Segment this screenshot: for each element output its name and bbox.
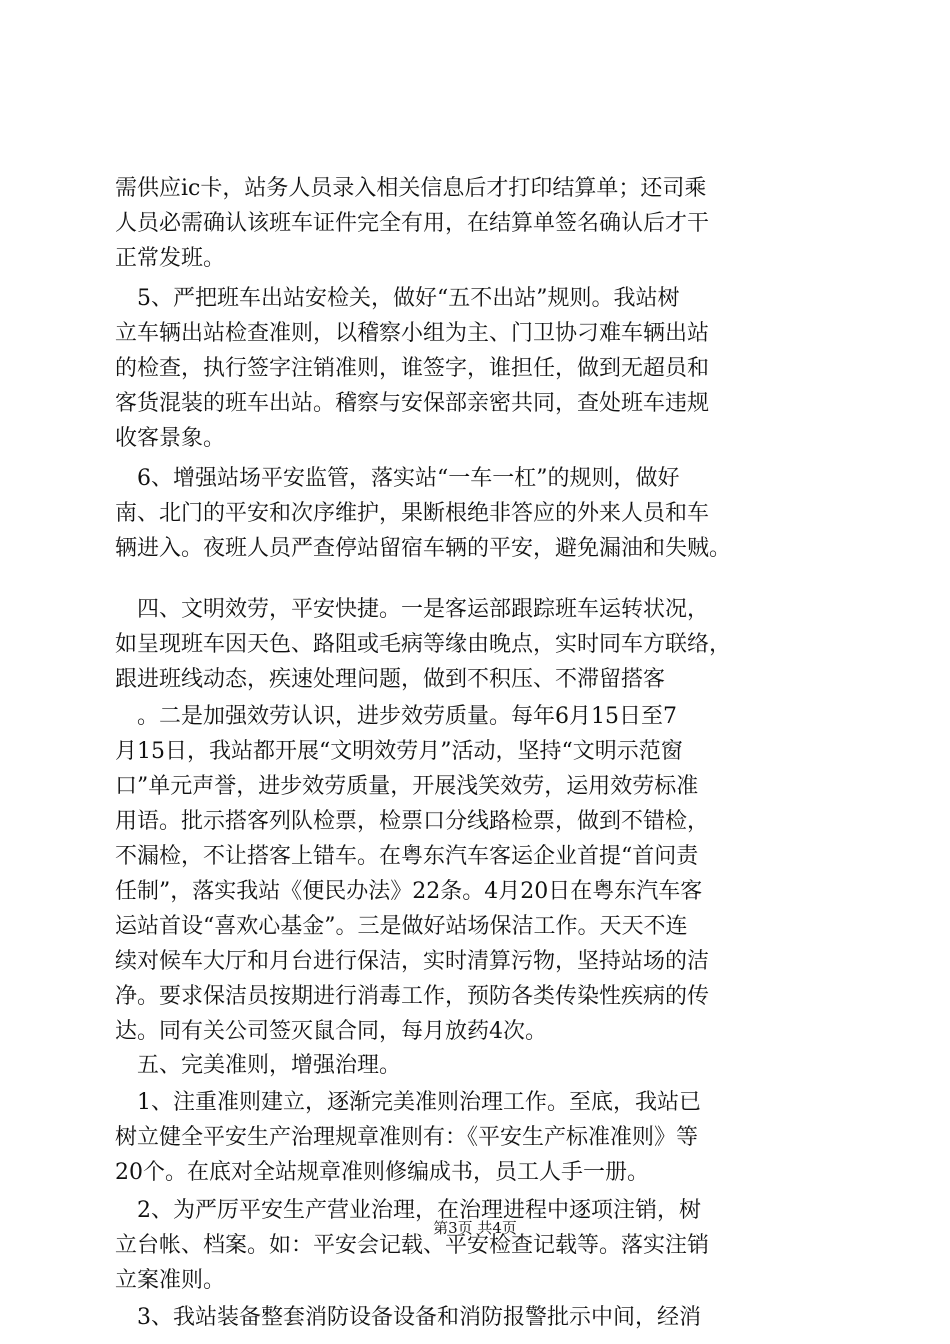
text-line: 如呈现班车因天色、路阻或毛病等缘由晚点，实时同车方联络， — [115, 632, 732, 657]
text-line: 不漏检，不让搭客上错车。在粤东汽车客运企业首提“首问责 — [115, 844, 699, 869]
text-line: 2、为严厉平安生产营业治理，在治理进程中逐项注销，树 — [115, 1198, 701, 1223]
text-line: 南、北门的平安和次序维护，果断根绝非答应的外来人员和车 — [115, 501, 710, 526]
text-line: 四、文明效劳，平安快捷。一是客运部跟踪班车运转状况， — [115, 597, 710, 622]
text-line: 跟进班线动态，疾速处理问题，做到不积压、不滞留搭客 — [115, 667, 666, 692]
text-line: 收客景象。 — [115, 426, 226, 451]
text-line: 立车辆出站检查准则，以稽察小组为主、门卫协刁难车辆出站 — [115, 321, 710, 346]
text-line: 需供应ic卡，站务人员录入相关信息后才打印结算单；还司乘 — [115, 176, 707, 201]
text-line: 净。要求保洁员按期进行消毒工作，预防各类传染性疾病的传 — [115, 984, 710, 1009]
text-line: 立台帐、档案。如：平安会记载、平安检查记载等。落实注销 — [115, 1233, 710, 1258]
text-line: 口”单元声誉，进步效劳质量，开展浅笑效劳，运用效劳标准 — [115, 774, 699, 799]
text-line: 运站首设“喜欢心基金”。三是做好站场保洁工作。天天不连 — [115, 914, 688, 939]
text-line: 五、完美准则，增强治理。 — [115, 1053, 402, 1078]
page-number-footer: 第3页 共4页 — [433, 1219, 517, 1237]
text-line: 5、严把班车出站安检关，做好“五不出站”规则。我站树 — [115, 286, 680, 311]
text-line: 。二是加强效劳认识，进步效劳质量。每年6月15日至7 — [115, 704, 677, 729]
text-line: 用语。批示搭客列队检票，检票口分线路检票，做到不错检， — [115, 809, 710, 834]
text-line: 1、注重准则建立，逐渐完美准则治理工作。至底，我站已 — [115, 1090, 701, 1115]
text-line: 正常发班。 — [115, 246, 226, 271]
text-line: 3、我站装备整套消防设备设备和消防报警批示中间，经消 — [115, 1305, 701, 1330]
text-line: 客货混装的班车出站。稽察与安保部亲密共同，查处班车违规 — [115, 391, 710, 416]
text-line: 人员必需确认该班车证件完全有用，在结算单签名确认后才干 — [115, 211, 710, 236]
text-line: 树立健全平安生产治理规章准则有：《平安生产标准准则》等 — [115, 1125, 699, 1150]
text-line: 任制”，落实我站《便民办法》22条。4月20日在粤东汽车客 — [115, 879, 703, 904]
text-line: 月15日，我站都开展“文明效劳月”活动，坚持“文明示范窗 — [115, 739, 683, 764]
text-line: 的检查，执行签字注销准则，谁签字，谁担任，做到无超员和 — [115, 356, 710, 381]
text-line: 辆进入。夜班人员严查停站留宿车辆的平安，避免漏油和失贼。 — [115, 536, 732, 561]
text-line: 立案准则。 — [115, 1268, 226, 1293]
text-line: 续对候车大厅和月台进行保洁，实时清算污物，坚持站场的洁 — [115, 949, 710, 974]
text-line: 20个。在底对全站规章准则修编成书，员工人手一册。 — [115, 1160, 649, 1185]
text-line: 达。同有关公司签灭鼠合同，每月放药4次。 — [115, 1019, 547, 1044]
text-line: 6、增强站场平安监管，落实站“一车一杠”的规则，做好 — [115, 466, 680, 491]
